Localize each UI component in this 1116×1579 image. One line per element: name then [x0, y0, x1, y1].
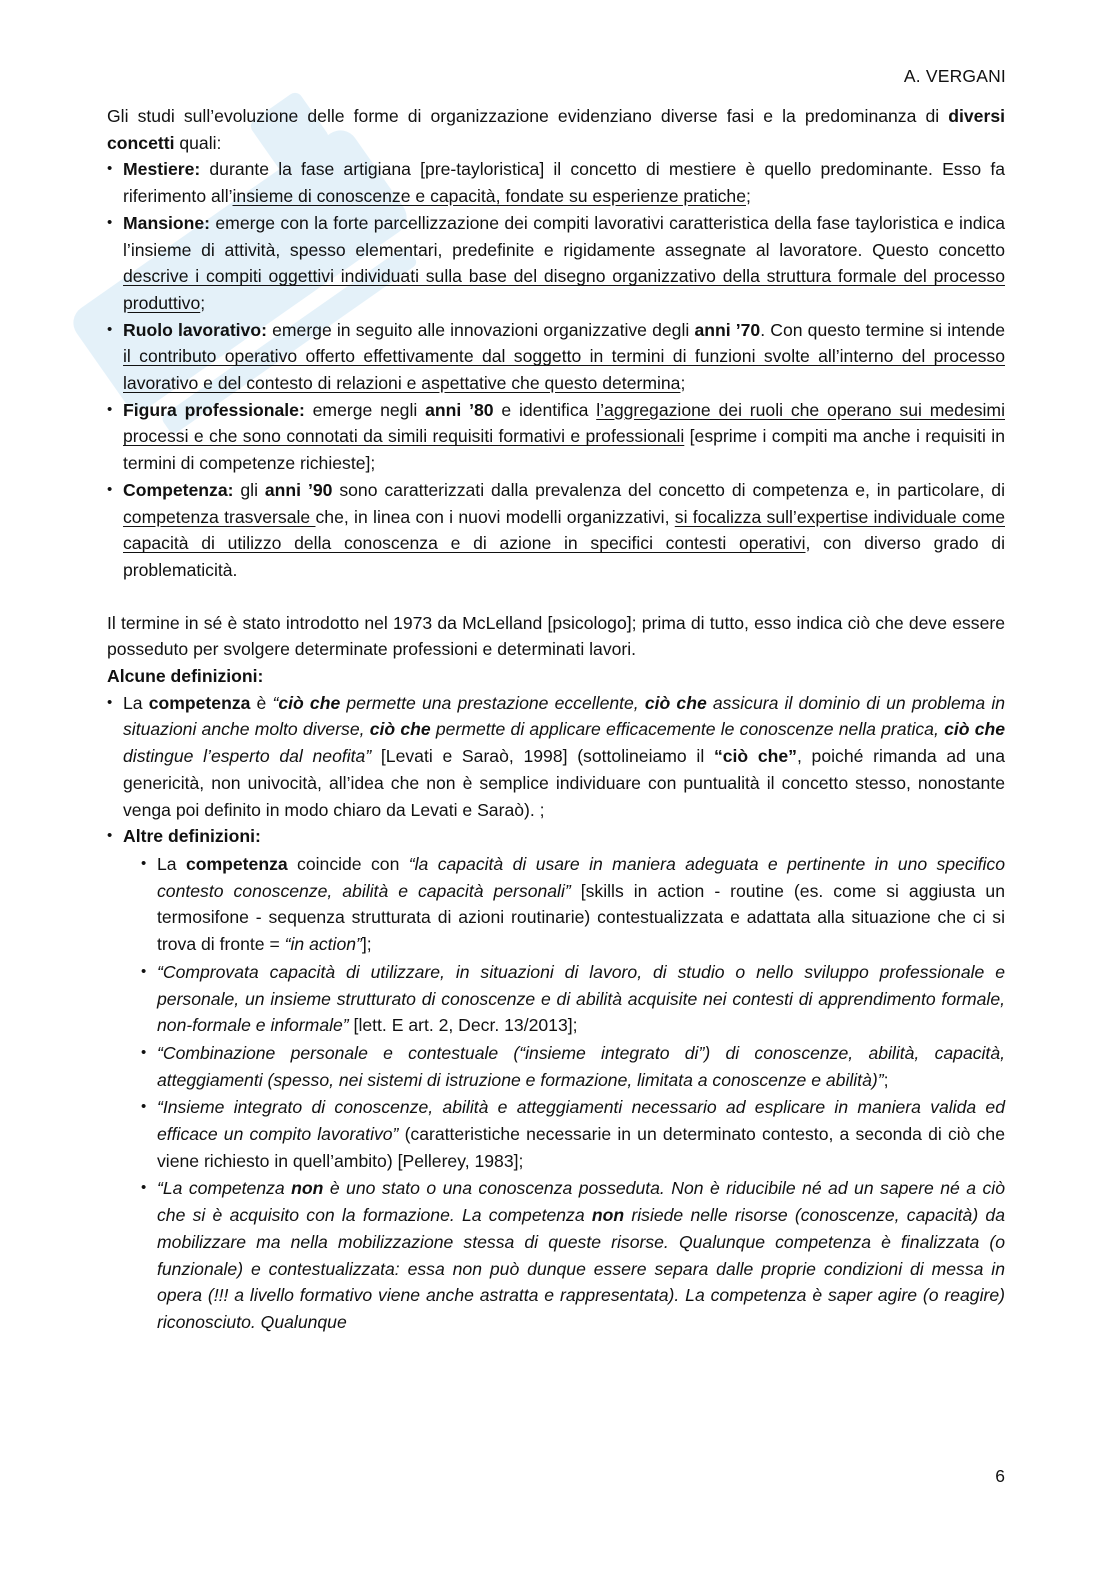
concepts-list — [107, 156, 1005, 583]
list-item-figura: • Figura professionale: emerge negli anni ’80 e identifica l’aggregazione dei ruoli che operano sui medesimi processi e che sono connotati da simili requisiti formativi e professionali [esprime i compiti ma anche i requisiti in termini di competenze richieste]; — [107, 397, 1005, 477]
list-item-mansione: • Mansione: emerge con la forte parcellizzazione dei compiti lavorativi caratteristica della fase tayloristica e indica l’insieme di attività, spesso elementari, predefinite e rigidamente assegnate al lavoratore. Questo concetto descrive i compiti oggettivi individuati sulla base del disegno organizzativo della struttura formale del processo produttivo; — [107, 210, 1005, 317]
list-item-ruolo: • Ruolo lavorativo: emerge in seguito alle innovazioni organizzative degli anni ’70. Con questo termine si intende il contributo operativo offerto effettivamente dal soggetto in termini di funzioni svolte all’interno del processo lavorativo e del contesto di relazioni e aspettative che questo determina; — [107, 317, 1005, 397]
list-item-altre-5: • “La competenza non è uno stato o una conoscenza posseduta. Non è riducibile né ad un sapere né a ciò che si è acquisito con la formazione. La competenza non risiede nelle risorse (conoscenze, capacità) da mobilizzare ma nella mobilizzazione stessa di queste risorse. Qualunque competenza è finalizzata (o funzionale) e contestualizzata: essa non può dunque essere separa dalle proprie condizioni di messa in opera (!!! a livello formativo viene anche astratta e rappresentata). La competenza è saper agire (o reagire) riconosciuto. Qualunque — [123, 1175, 1005, 1335]
page-number: 6 — [995, 1466, 1005, 1486]
list-item-competenza: • Competenza: gli anni ’90 sono caratterizzati dalla prevalenza del concetto di competenza e, in particolare, di competenza trasversale che, in linea con i nuovi modelli organizzativi, si focalizza sull’expertise individuale come capacità di utilizzo della conoscenza e di azione in specifici contesti operativi, con diverso grado di problematicità. — [107, 477, 1005, 584]
list-item-altre-4: • “Insieme integrato di conoscenze, abilità e atteggiamenti necessario ad esplicare in maniera valida ed efficace un compito lavorativo” (caratteristiche necessarie in un determinato contesto, a seconda di ciò che viene richiesto in quell’ambito) [Pellerey, 1983]; — [123, 1094, 1005, 1174]
header-author: A. VERGANI — [903, 66, 1006, 86]
definitions-list — [107, 690, 1005, 1336]
document-body — [107, 103, 1005, 1337]
list-item-altre-2: • “Comprovata capacità di utilizzare, in situazioni di lavoro, di studio o nello sviluppo professionale e personale, un insieme strutturato di conoscenze e di abilità acquisite nei contesti di apprendimento formale, non-formale e informale” [lett. E art. 2, Decr. 13/2013]; — [123, 959, 1005, 1039]
altre-definizioni-list — [123, 851, 1005, 1336]
term-paragraph: Il termine in sé è stato introdotto nel 1973 da McLelland [psicologo]; prima di tutto, esso indica ciò che deve essere posseduto per svolgere determinate professioni e determinati lavori. — [107, 612, 1005, 660]
list-item-altre-3: • “Combinazione personale e contestuale (“insieme integrato di”) di conoscenze, abilità, capacità, atteggiamenti (spesso, nei sistemi di istruzione e formazione, limitata a conoscenze e abilità)”; — [123, 1040, 1005, 1093]
intro-paragraph: Gli studi sull’evoluzione delle forme di organizzazione evidenziano diverse fasi e la predominanza di diversi concetti quali: — [107, 106, 1005, 153]
definitions-heading: Alcune definizioni: — [107, 666, 264, 687]
list-item-altre-definizioni — [107, 823, 1005, 1335]
list-item-definition-first: • La competenza è “ciò che permette una prestazione eccellente, ciò che assicura il dominio di un problema in situazioni anche molto diverse, ciò che permette di applicare efficacemente le conoscenze nella pratica, ciò che distingue l’esperto dal neofita” [Levati e Saraò, 1998] (sottolineiamo il “ciò che”, poiché rimanda ad una genericità, non univocità, all’idea che non è semplice individuare con puntualità il concetto stesso, nonostante venga poi definito in modo chiaro da Levati e Saraò). ; — [107, 690, 1005, 824]
altre-heading: Altre definizioni: — [123, 826, 261, 847]
list-item-altre-1: • La competenza coincide con “la capacità di usare in maniera adeguata e pertinente in uno specifico contesto conoscenze, abilità e capacità personali” [skills in action - routine (es. come si aggiusta un termosifone - sequenza strutturata di azioni routinarie) contestualizzata e adattata alla situazione che ci si trova di fronte = “in action”]; — [123, 851, 1005, 958]
list-item-mestiere: • Mestiere: durante la fase artigiana [pre-tayloristica] il concetto di mestiere è quello predominante. Esso fa riferimento all’insieme di conoscenze e capacità, fondate su esperienze pratiche; — [107, 156, 1005, 209]
